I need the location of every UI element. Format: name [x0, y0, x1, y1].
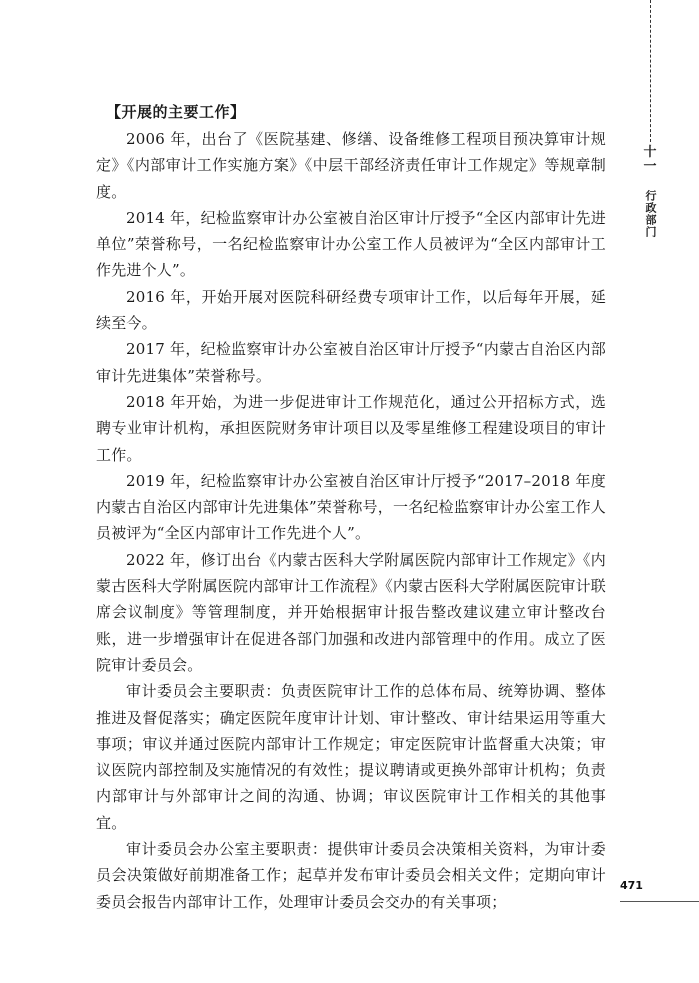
paragraph-committee-duties: 审计委员会主要职责：负责医院审计工作的总体布局、统筹协调、整体推进及督促落实；确定医院年度审计计划、审计整改、审计结果运用等重大事项；审议并通过医院内部审计工作规定；审定医院审计监督重大决策；审议医院内部控制及实施情况的有效性；提议聘请或更换外部审计机构；负责内部审计与外部审计之间的沟通、协调；审议医院审计工作相关的其他事宜。 — [96, 682, 606, 832]
page-number-rule — [620, 901, 699, 902]
chapter-side-tab — [642, 146, 658, 238]
chapter-number: 十一 — [643, 145, 657, 174]
chapter-name: 行政部门 — [644, 190, 657, 238]
paragraph-2016: 2016 年，开始开展对医院科研经费专项审计工作，以后每年开展，延续至今。 — [96, 287, 606, 333]
paragraph-2022: 2022 年，修订出台《内蒙古医科大学附属医院内部审计工作规定》《内蒙古医科大学附属医院内部审计工作流程》《内蒙古医科大学附属医院审计联席会议制度》等管理制度，并开始根据审计报告整改建议建立审计整改台账，进一步增强审计在促进各部门加强和改进内部管理中的作用。成立了医院审计委员会。 — [96, 550, 606, 674]
paragraph-2017: 2017 年，纪检监察审计办公室被自治区审计厅授予“内蒙古自治区内部审计先进集体”荣誉称号。 — [96, 340, 606, 385]
page-body — [96, 99, 606, 915]
paragraph-2018: 2018 年开始，为进一步促进审计工作规范化，通过公开招标方式，选聘专业审计机构，承担医院财务审计项目以及零星维修工程建设项目的审计工作。 — [96, 392, 606, 464]
paragraph-2019: 2019 年，纪检监察审计办公室被自治区审计厅授予“2017–2018 年度内蒙古自治区内部审计先进集体”荣誉称号，一名纪检监察审计办公室工作人员被评为“全区内部审计工作先进个人”。 — [96, 471, 606, 543]
section-heading: 【开展的主要工作】 — [106, 103, 246, 121]
side-dashed-line — [650, 0, 651, 142]
paragraph-2014: 2014 年，纪检监察审计办公室被自治区审计厅授予“全区内部审计先进单位”荣誉称号，一名纪检监察审计办公室工作人员被评为“全区内部审计工作先进个人”。 — [96, 208, 606, 280]
paragraph-2006: 2006 年，出台了《医院基建、修缮、设备维修工程项目预决算审计规定》《内部审计工作实施方案》《中层干部经济责任审计工作规定》等规章制度。 — [96, 130, 606, 201]
page-number: 471 — [620, 879, 643, 892]
paragraph-office-duties: 审计委员会办公室主要职责：提供审计委员会决策相关资料，为审计委员会决策做好前期准备工作；起草并发布审计委员会相关文件；定期向审计委员会报告内部审计工作，处理审计委员会交办的有关事项； — [96, 840, 606, 911]
